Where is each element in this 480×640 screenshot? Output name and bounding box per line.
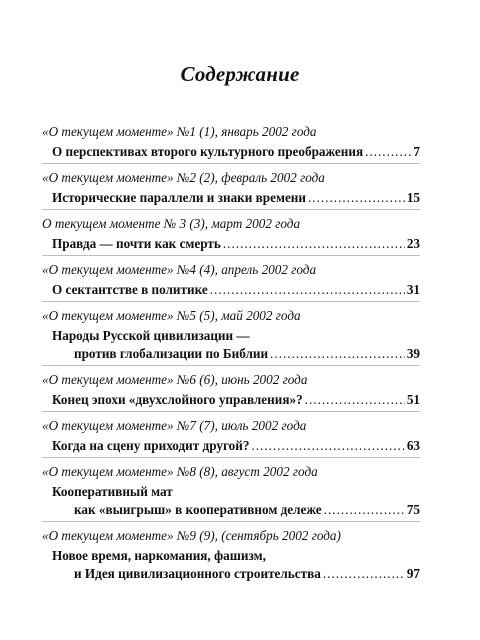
- toc-entry: [52, 327, 420, 363]
- page-number: 39: [406, 346, 420, 361]
- dot-leader: [223, 235, 405, 253]
- toc-section: [42, 521, 420, 585]
- article-title: Исторические параллели и знаки времени: [52, 190, 306, 205]
- issue-heading: «О текущем моменте» №6 (6), июнь 2002 года: [42, 372, 308, 387]
- toc-section: [42, 118, 420, 163]
- page-number: 51: [406, 392, 420, 407]
- article-title-line: Новое время, наркомания, фашизм,: [52, 548, 266, 563]
- issue-heading: «О текущем моменте» №7 (7), июль 2002 года: [42, 418, 307, 433]
- page-number: 31: [406, 282, 420, 297]
- toc-entry: [52, 235, 420, 253]
- toc-entry: [52, 281, 420, 299]
- toc-entry-row: [52, 565, 420, 583]
- dot-leader: [305, 391, 405, 409]
- toc-entry: [52, 143, 420, 161]
- dot-leader: [308, 189, 405, 207]
- toc-entry-row: [52, 281, 420, 299]
- issue-heading: «О текущем моменте» №9 (9), (сентябрь 2002 года): [42, 528, 341, 543]
- toc-entry-row: [52, 189, 420, 207]
- dot-leader: [365, 143, 411, 161]
- toc-section: [42, 411, 420, 457]
- page-number: 75: [406, 502, 420, 517]
- dot-leader: [210, 281, 405, 299]
- toc-entry: [52, 547, 420, 583]
- page-number: 7: [413, 144, 420, 159]
- toc-entry: [52, 483, 420, 519]
- toc-section: [42, 365, 420, 411]
- article-title-line: и Идея цивилизационного строительства: [74, 566, 321, 581]
- page-number: 15: [406, 190, 420, 205]
- page-title: Содержание: [180, 62, 300, 86]
- page-number: 23: [406, 236, 420, 251]
- dot-leader: [251, 437, 404, 455]
- toc-section: [42, 163, 420, 209]
- issue-heading: «О текущем моменте» №5 (5), май 2002 года: [42, 308, 301, 323]
- article-title-line: против глобализации по Библии: [74, 346, 269, 361]
- issue-heading: «О текущем моменте» №2 (2), февраль 2002 года: [42, 170, 325, 185]
- article-title: Конец эпохи «двухслойного управления»?: [52, 392, 303, 407]
- toc-entry-row: [52, 235, 420, 253]
- toc-entry-row: [52, 391, 420, 409]
- toc-section: [42, 209, 420, 255]
- issue-heading: «О текущем моменте» №1 (1), январь 2002 года: [42, 124, 317, 139]
- toc-entry: [52, 189, 420, 207]
- article-title-line: как «выигрыш» в кооперативном дележе: [74, 502, 322, 517]
- article-title: Правда — почти как смерть: [52, 236, 221, 251]
- issue-heading: «О текущем моменте» №4 (4), апрель 2002 года: [42, 262, 317, 277]
- toc-entry-row: [52, 143, 420, 161]
- toc-section: [42, 255, 420, 301]
- toc-entry: [52, 437, 420, 455]
- issue-heading: «О текущем моменте» №8 (8), август 2002 года: [42, 464, 318, 479]
- article-title: Когда на сцену приходит другой?: [52, 438, 250, 453]
- article-title: О сектантстве в политике: [52, 282, 208, 297]
- toc-entry: [52, 391, 420, 409]
- toc-entry-row: [52, 345, 420, 363]
- article-title-line: Кооперативный мат: [52, 484, 173, 499]
- dot-leader: [324, 501, 405, 519]
- dot-leader: [323, 565, 405, 583]
- toc-section: [42, 457, 420, 521]
- article-title-line: Народы Русской цивилизации —: [52, 328, 250, 343]
- toc-entry-row: [52, 437, 420, 455]
- dot-leader: [270, 345, 405, 363]
- article-title: О перспективах второго культурного преображения: [52, 144, 364, 159]
- toc-section: [42, 301, 420, 365]
- issue-heading: О текущем моменте № 3 (3), март 2002 года: [42, 216, 301, 231]
- table-of-contents: [42, 118, 420, 585]
- toc-entry-row: [52, 501, 420, 519]
- page-number: 97: [406, 566, 420, 581]
- page-number: 63: [406, 438, 420, 453]
